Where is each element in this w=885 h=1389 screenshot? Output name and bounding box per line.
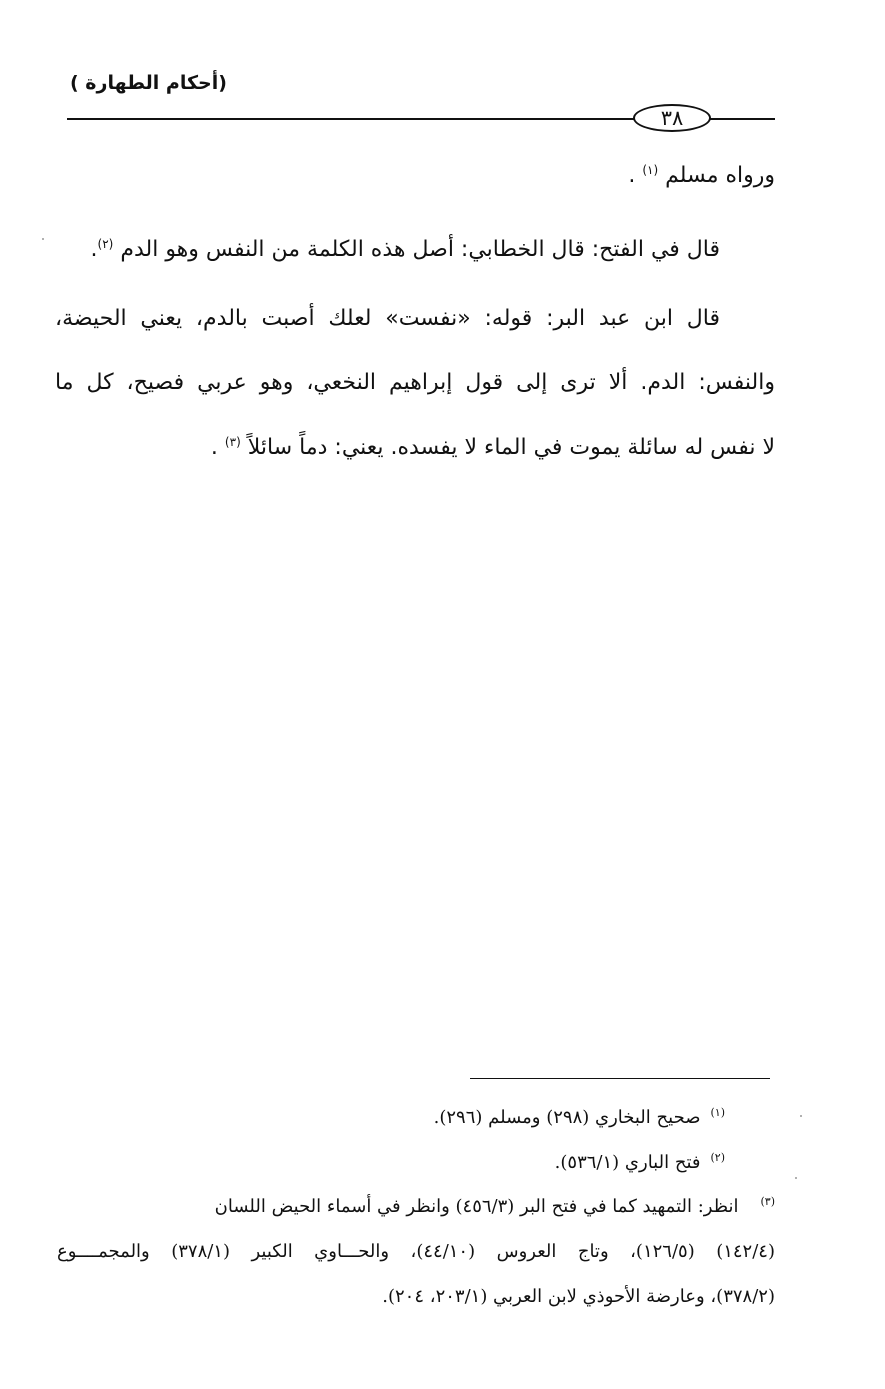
body-line-1-end: . <box>628 163 636 188</box>
body-line-1 <box>628 163 775 188</box>
footnote-2-text: فتح الباري (٥٣٦/١). <box>554 1152 701 1173</box>
body-line-3: قال ابن عبد البر: قوله: «نفست» لعلك أصبت بالدم، يعني الحيضة، <box>55 306 720 331</box>
footnote-3-line-3: (٣٧٨/٢)، وعارضة الأحوذي لابن العربي (٢٠٣/١، ٢٠٤). <box>382 1286 775 1307</box>
body-line-2-end: . <box>90 237 98 262</box>
footnote-ref-3: (٣) <box>224 435 241 449</box>
footnote-ref-2: (٢) <box>97 237 114 251</box>
body-line-1-text: ورواه مسلم <box>665 163 775 188</box>
footnote-1-text: صحيح البخاري (٢٩٨) ومسلم (٢٩٦). <box>433 1107 701 1128</box>
footnote-2 <box>555 1151 725 1173</box>
footnote-1-marker: (١) <box>710 1106 725 1119</box>
body-line-5-end: . <box>210 435 218 460</box>
footnote-3-line-2: (١٤٢/٤) (١٢٦/٥)، وتاج العروس (٤٤/١٠)، والحـــاوي الكبير (٣٧٨/١) والمجمــــوع <box>57 1241 775 1262</box>
footnote-2-marker: (٢) <box>710 1151 725 1164</box>
body-line-2-text: قال في الفتح: قال الخطابي: أصل هذه الكلمة من النفس وهو الدم <box>120 237 720 262</box>
footnote-ref-1: (١) <box>642 163 659 177</box>
footnote-3-marker: (٣) <box>760 1195 775 1208</box>
scan-speck <box>42 238 44 240</box>
scan-speck <box>795 1177 797 1179</box>
footnote-3-line-1-text: انظر: التمهيد كما في فتح البر (٤٥٦/٣) وانظر في أسماء الحيض اللسان <box>214 1196 739 1217</box>
footnote-3-line-1 <box>57 1195 775 1217</box>
body-line-5 <box>211 435 775 460</box>
body-line-2 <box>91 237 720 262</box>
scan-speck <box>800 1115 802 1117</box>
footnote-separator <box>470 1078 770 1079</box>
body-line-4: والنفس: الدم. ألا ترى إلى قول إبراهيم النخعي، وهو عربي فصيح، كل ما <box>55 370 775 395</box>
page-number: ٣٨ <box>633 104 711 132</box>
body-line-5-text: لا نفس له سائلة يموت في الماء لا يفسده. يعني: دماً سائلاً <box>247 435 775 460</box>
footnote-1 <box>434 1106 725 1128</box>
running-title: (أحكام الطهارة ) <box>70 72 227 94</box>
